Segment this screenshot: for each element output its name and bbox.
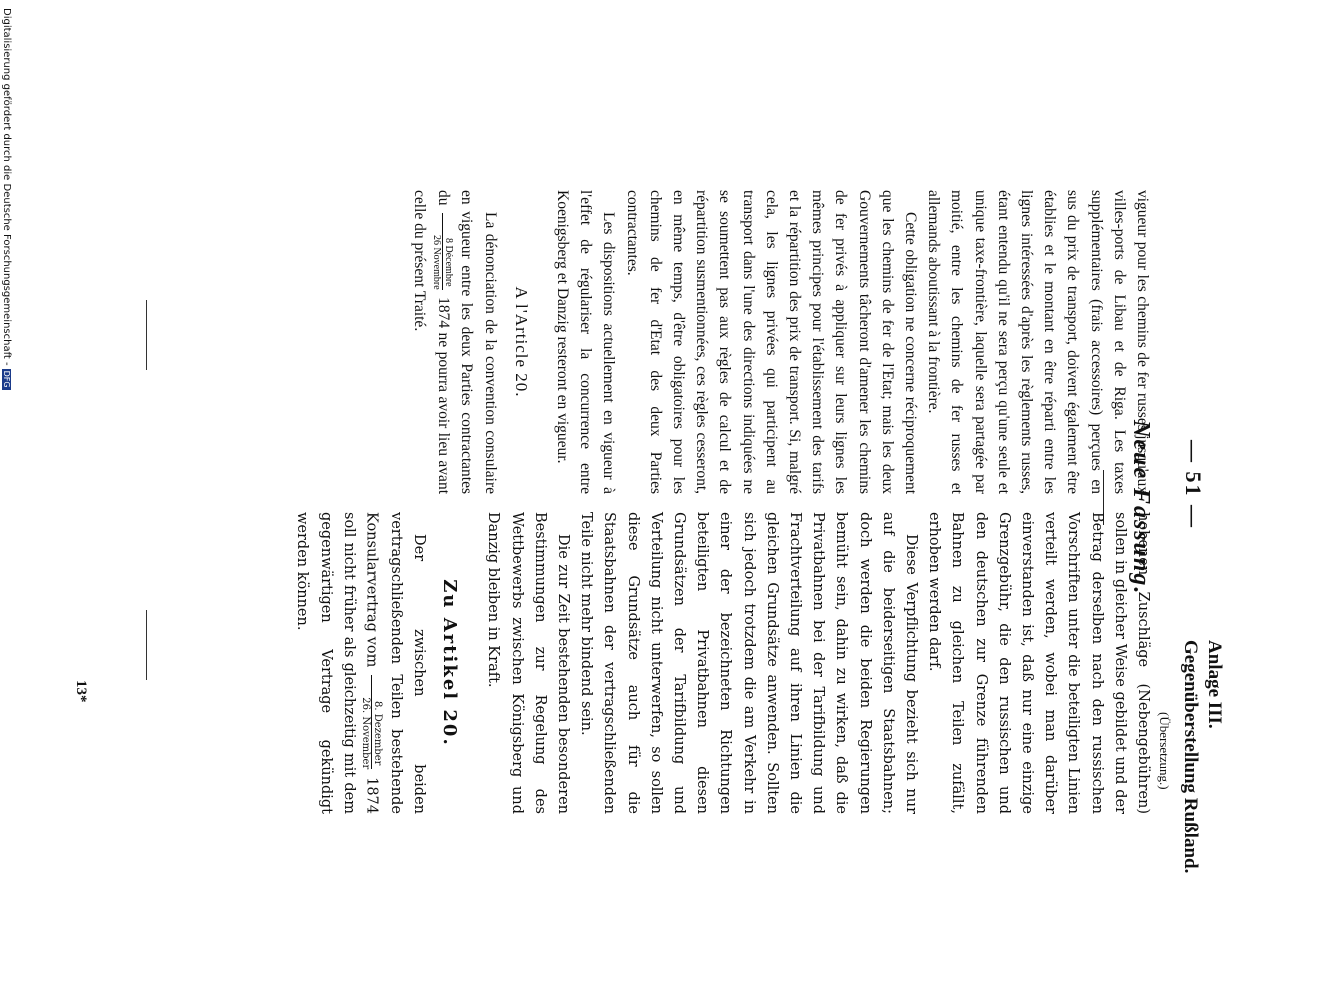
french-date-bottom: 26 Novembre (431, 234, 443, 290)
french-date-fraction (431, 213, 454, 290)
continuation-note: (Übersetzung.) (1157, 712, 1172, 790)
german-column (290, 512, 1154, 814)
french-end-rule (146, 300, 147, 370)
french-paragraph-4 (408, 190, 502, 494)
german-paragraph-2: Diese Verpflichtung bezieht sich nur auf die beiderseitigen Staatsbahnen; doch werden die beiden Regierungen bemüht sein, dahin zu wirken, daß die Privatbahnen bei der Tarifbildung und Frachtverteilung auf ihren Linien die gleichen Grundsätze anwenden. Sollten sich jedoch trotzdem die am Verkehr in einer der bezeichneten Richtungen beteiligten Privatbahnen diesen Grundsätzen der Tarifbildung und Verteilung nicht unterwerfen, so sollen diese Grundsätze auch für die Staatsbahnen der vertragschließenden Teile nicht mehr bindend sein. (578, 512, 919, 814)
french-column (408, 190, 1154, 494)
digitization-text: Digitalisierung gefördert durch die Deutsche Forschungsgemeinschaft - (1, 8, 12, 366)
german-paragraph-1: hobenen Zuschläge (Nebengebühren) sollen in gleicher Weise gebildet und der Betrag derselben nach den russischen Vorschriften unter die beteiligten Linien verteilt werden, wobei man darüber einverstanden ist, daß nur eine einzige Grenzgebühr, die den russischen und den deutschen zur Grenze führenden Bahnen zu gleichen Teilen zufällt, erhoben werden darf. (926, 512, 1151, 814)
german-date-fraction (361, 675, 384, 769)
sheet-mark: 13* (73, 680, 89, 703)
german-paragraph-4 (290, 512, 430, 814)
french-p4-start: La dénonciation de la convention consulaire en vigueur entre les deux Parties contractantes du (435, 190, 499, 494)
german-p4-start: Der zwischen beiden vertragschließenden Teilen bestehende Konsularvertrag vom (364, 512, 427, 814)
page-number: — 51 — (1181, 440, 1206, 529)
digitization-notice (1, 8, 12, 390)
german-article-heading: Zu Artikel 20. (439, 579, 461, 747)
french-article-heading: A l'Article 20. (511, 286, 531, 398)
new-version-title: Neue Fassung. (1128, 420, 1154, 596)
german-p4-end: 1874 soll nicht früher als gleichzeitig mit dem gegenwärtigen Vertrage gekündigt werden können. (294, 512, 380, 815)
german-date-top: 8. Dezember (372, 675, 384, 769)
french-paragraph-3: Les dispositions actuellement en vigueur à l'effet de régulariser la concurrence entre Koenigsberg et Danzig resteront en vigueur. (553, 190, 618, 494)
dfg-logo-icon: DFG (2, 370, 11, 388)
french-p4-end: 1874 ne pourra avoir lieu avant celle du présent Traité. (411, 190, 453, 494)
french-paragraph-1: vigueur pour les chemins de fer russes jusqu'aux villes-ports de Libau et de Riga. Les taxes supplémentaires (frais accessoires) perçues en sus du prix de transport, doivent également être établies et le montant en être réparti entre les lignes intéressées d'après les règlements russes, étant entendu qu'il ne sera perçu qu'une seule et unique taxe-frontière, laquelle sera partagée par moitié, entre les chemins de fer russes et allemands aboutissant à la frontière. (925, 190, 1151, 494)
french-paragraph-2: Cette obligation ne concerne réciproquement que les chemins de fer de l'Etat; mais les deux Gouvernements tâcheront d'amener les chemins de fer privés à appliquer sur leurs lignes les mêmes principes pour l'établissement des tarifs et la répartition des prix de transport. Si, malgré cela, les lignes privées qui participent au transport dans l'une des directions indiquées ne se soumettent pas aux règles de calcul et de répartition susmentionnées, ces règles cesseront, en même temps, d'être obligatoires pour les chemins de fer d'Etat des deux Parties contractantes. (623, 190, 919, 494)
annex-label: Anlage III. (1204, 640, 1225, 729)
french-date-top: 8 Décembre (442, 213, 454, 290)
german-date-bottom: 26. November (360, 697, 372, 770)
german-paragraph-3: Die zur Zeit bestehenden besonderen Bestimmungen zur Regelung des Wettbewerbs zwischen Königsberg und Danzig bleiben in Kraft. (485, 512, 571, 814)
comparison-label: Gegenüberstellung Rußland. (1180, 640, 1201, 874)
annex-header (1178, 640, 1226, 980)
german-end-rule (146, 610, 147, 680)
